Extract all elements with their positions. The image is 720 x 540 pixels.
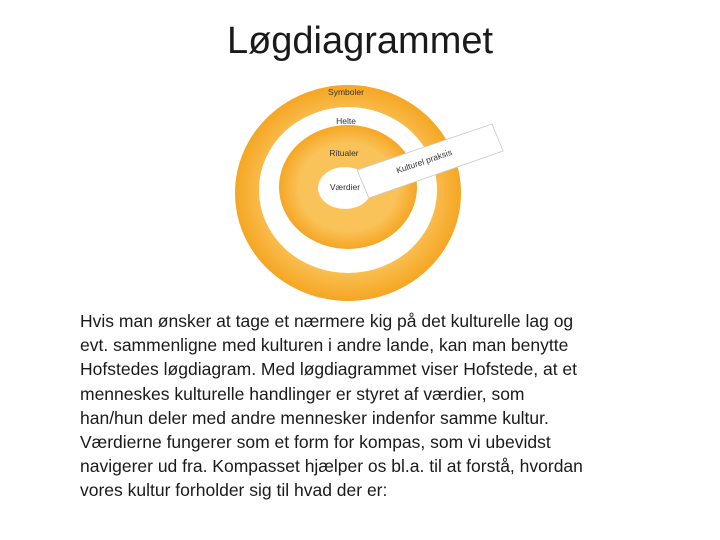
page-title: Løgdiagrammet — [226, 20, 494, 62]
body-line: Værdierne fungerer som et form for kompas, som vi ubevidst — [80, 432, 551, 453]
body-line: evt. sammenligne med kulturen i andre lande, kan man benytte — [80, 335, 569, 356]
label-praksis: Kulturel praksis — [394, 146, 454, 176]
body-line: navigerer ud fra. Kompasset hjælper os bl.a. til at forstå, hvordan — [80, 456, 583, 477]
body-line: menneskes kulturelle handlinger er styret af værdier, som — [80, 383, 525, 404]
body-line: Hofstedes løgdiagram. Med løgdiagrammet viser Hofstede, at et — [80, 359, 578, 380]
label-ritualer: Ritualer — [329, 148, 359, 158]
label-symboler: Symboler — [328, 87, 364, 97]
body-line: Hvis man ønsker at tage et nærmere kig på det kulturelle lag og — [80, 311, 574, 331]
body-line: vores kultur forholder sig til hvad der er: — [80, 480, 388, 501]
body-line: han/hun deler med andre mennesker indenfor samme kultur. — [80, 407, 549, 428]
label-vaerdier: Værdier — [329, 182, 361, 192]
body-paragraph — [80, 309, 660, 503]
label-helte: Helte — [336, 116, 356, 126]
onion-diagram — [215, 78, 505, 303]
